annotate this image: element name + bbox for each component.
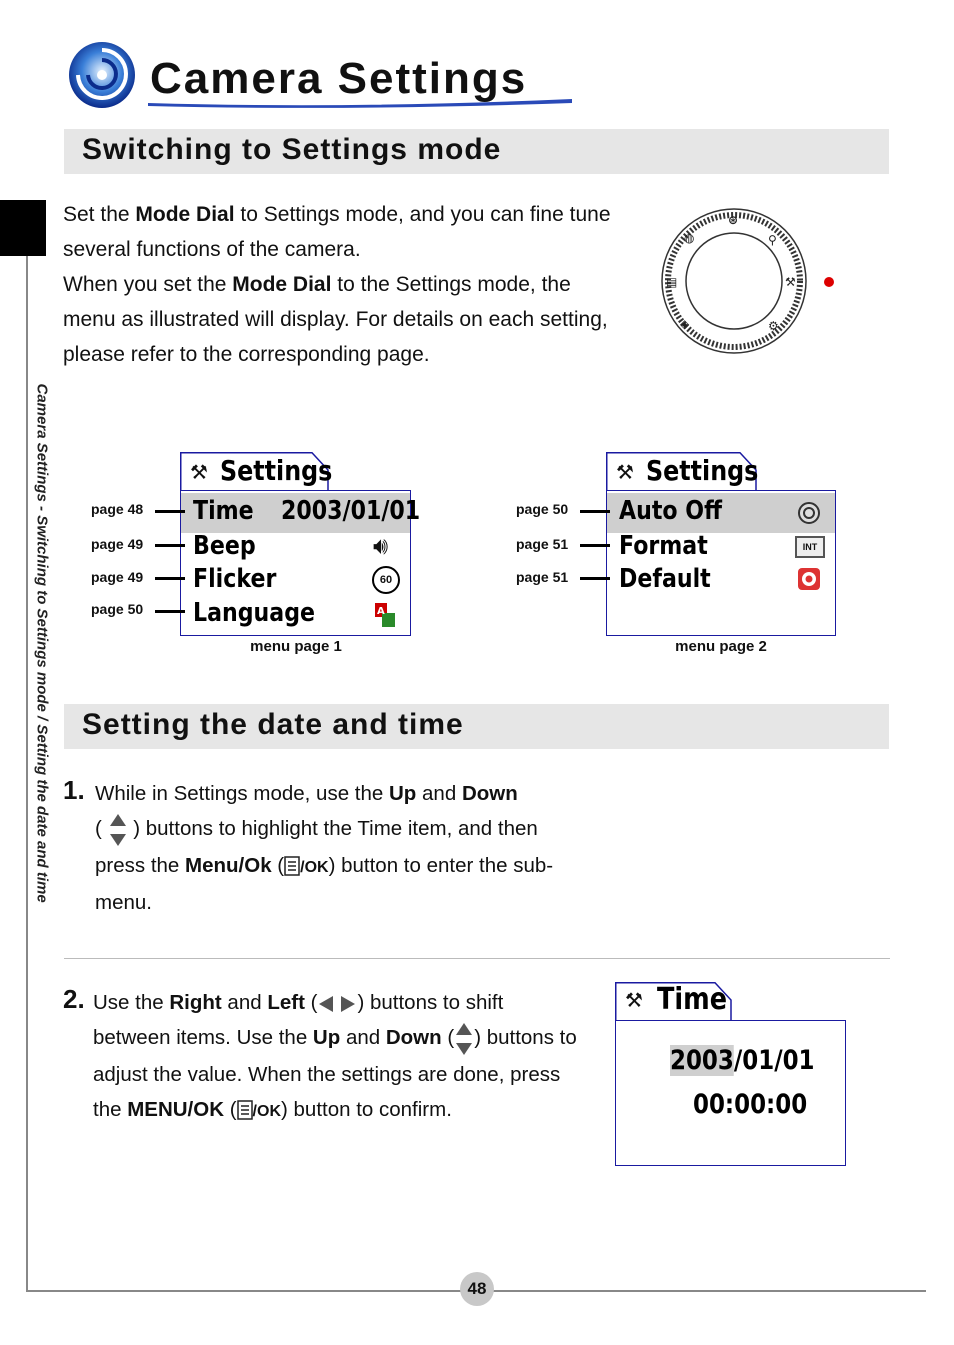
menu-icon <box>237 1100 253 1120</box>
up-down-buttons-icon <box>454 1021 474 1057</box>
row-label: Default <box>619 564 711 594</box>
left-right-buttons-icon <box>317 994 357 1014</box>
text-run: While in Settings mode, use the <box>95 782 389 805</box>
page-ref: page 49 <box>91 536 144 552</box>
mode-dial-illustration <box>648 200 840 364</box>
menu1-tab-title: Settings <box>220 454 333 487</box>
section-heading: Switching to Settings mode <box>82 133 502 166</box>
menu2-tab-title: Settings <box>646 454 759 487</box>
step-number: 1. <box>63 775 85 805</box>
pointer-line <box>580 510 610 513</box>
page-ref: page 50 <box>516 501 569 517</box>
side-tab-marker <box>0 200 46 256</box>
mode-dial-term: Mode Dial <box>232 273 332 296</box>
side-divider <box>26 256 28 1292</box>
date-rest[interactable]: /01/01 <box>733 1045 815 1076</box>
section-heading: Setting the date and time <box>82 708 464 741</box>
menu1-row-beep[interactable] <box>193 531 256 561</box>
row-label: Time <box>193 496 254 526</box>
menu2-screen <box>606 490 836 636</box>
left-term: Left <box>267 991 305 1014</box>
menu-icon <box>284 856 300 876</box>
svg-text:⊛: ⊛ <box>728 213 739 227</box>
text-run: ) buttons to adjust the value. When the settings are done, press the <box>93 1026 577 1121</box>
time-display[interactable]: 00:00:00 <box>693 1089 808 1120</box>
time-value: 2003/01/01 <box>281 496 421 526</box>
time-screen <box>615 1020 846 1166</box>
menu1-screen <box>180 490 421 636</box>
text-run: ( <box>224 1097 237 1121</box>
text-run: and <box>340 1026 386 1049</box>
row-label: Flicker <box>193 564 277 594</box>
menu2-caption: menu page 2 <box>675 638 767 655</box>
up-term: Up <box>389 782 417 805</box>
menu2-row-default[interactable] <box>619 564 711 594</box>
text-run: ( <box>95 817 102 840</box>
page-ref: page 49 <box>91 569 144 585</box>
text-run: to Settings mode, and you can fine tune several functions of the camera. <box>63 203 611 261</box>
mode-dial-term: Mode Dial <box>135 203 235 226</box>
text-run: ( <box>441 1026 455 1049</box>
pointer-line <box>580 577 610 580</box>
text-run: Use the <box>93 991 170 1014</box>
page-ref: page 48 <box>91 501 144 517</box>
down-term: Down <box>461 782 518 805</box>
year-field[interactable]: 2003 <box>670 1045 734 1076</box>
page-title: Camera Settings <box>150 54 528 103</box>
step1-text <box>95 776 575 920</box>
menu1-caption: menu page 1 <box>250 638 342 655</box>
settings-mode-marker <box>824 277 834 287</box>
pointer-line <box>580 544 610 547</box>
page-ref: page 51 <box>516 569 569 585</box>
down-term: Down <box>385 1026 442 1049</box>
text-run: When you set the <box>63 273 233 296</box>
row-label: Beep <box>193 531 256 561</box>
text-run: ) buttons to shift between items. Use the <box>93 991 504 1049</box>
step-number: 2. <box>63 984 85 1014</box>
up-term: Up <box>312 1026 341 1049</box>
wrench-icon: ⚒ <box>616 462 634 484</box>
date-display <box>670 1045 815 1076</box>
ok-label: /OK <box>252 1102 281 1120</box>
time-screen-title: Time <box>657 982 728 1017</box>
divider <box>64 958 890 959</box>
menu2-row-format[interactable] <box>619 531 708 561</box>
up-down-buttons-icon <box>108 812 128 848</box>
format-icon: INT <box>795 536 825 558</box>
menu-ok-term: Menu/Ok <box>185 853 272 877</box>
language-icon <box>373 601 397 629</box>
svg-text:⚒: ⚒ <box>785 275 796 289</box>
speaker-icon: 🔊︎ <box>373 533 389 560</box>
menu1-row-flicker[interactable] <box>193 564 276 594</box>
page-ref: page 51 <box>516 536 569 552</box>
pointer-line <box>155 610 185 613</box>
text-run: and <box>416 782 462 805</box>
text-run: Set the <box>63 203 136 226</box>
section-heading-bar <box>64 704 889 749</box>
sidebar-breadcrumb: Camera Settings - Switching to Settings mode / Setting the date and time <box>33 383 51 903</box>
svg-text:⚲: ⚲ <box>768 233 777 247</box>
text-run: and <box>221 991 268 1014</box>
svg-text:A: A <box>377 606 385 617</box>
text-run: ( <box>304 991 318 1014</box>
svg-text:◈: ◈ <box>680 317 690 331</box>
wrench-icon: ⚒ <box>190 462 208 484</box>
wrench-icon: ⚒ <box>625 990 643 1012</box>
text-run: ) button to confirm. <box>281 1097 452 1121</box>
svg-text:◍: ◍ <box>684 231 695 245</box>
row-label: Format <box>619 531 708 561</box>
page-number: 48 <box>460 1272 494 1306</box>
text-run: ) buttons to highlight the Time item, and then press the <box>95 817 538 877</box>
menu1-row-language[interactable] <box>193 598 315 628</box>
default-icon <box>797 567 821 591</box>
flicker-icon: 60 <box>372 566 400 594</box>
page-ref: page 50 <box>91 601 144 617</box>
menu-ok-term: MENU/OK <box>127 1097 225 1121</box>
text-run: ( <box>271 853 285 877</box>
svg-text:▤: ▤ <box>666 275 678 289</box>
step2-text <box>93 985 583 1129</box>
auto-off-icon <box>797 501 821 525</box>
intro-paragraph <box>63 197 623 372</box>
right-term: Right <box>169 991 222 1014</box>
title-underline <box>148 97 572 109</box>
text-run: to the Settings mode, the menu as illustrated will display. For details on each setting, please refer to the corresponding page. <box>63 273 608 366</box>
row-label: Auto Off <box>619 496 722 526</box>
row-label: Language <box>193 598 316 628</box>
pointer-line <box>155 577 185 580</box>
text-run: ) button to enter the sub-menu. <box>95 853 554 914</box>
ok-label: /OK <box>300 858 329 876</box>
menu1-row-time[interactable] <box>193 496 254 526</box>
section-heading-bar <box>64 129 889 174</box>
pointer-line <box>155 510 185 513</box>
menu2-row-auto-off[interactable] <box>619 496 722 526</box>
svg-text:⚙: ⚙ <box>768 319 779 333</box>
pointer-line <box>155 544 185 547</box>
camera-settings-logo-icon <box>64 38 138 112</box>
